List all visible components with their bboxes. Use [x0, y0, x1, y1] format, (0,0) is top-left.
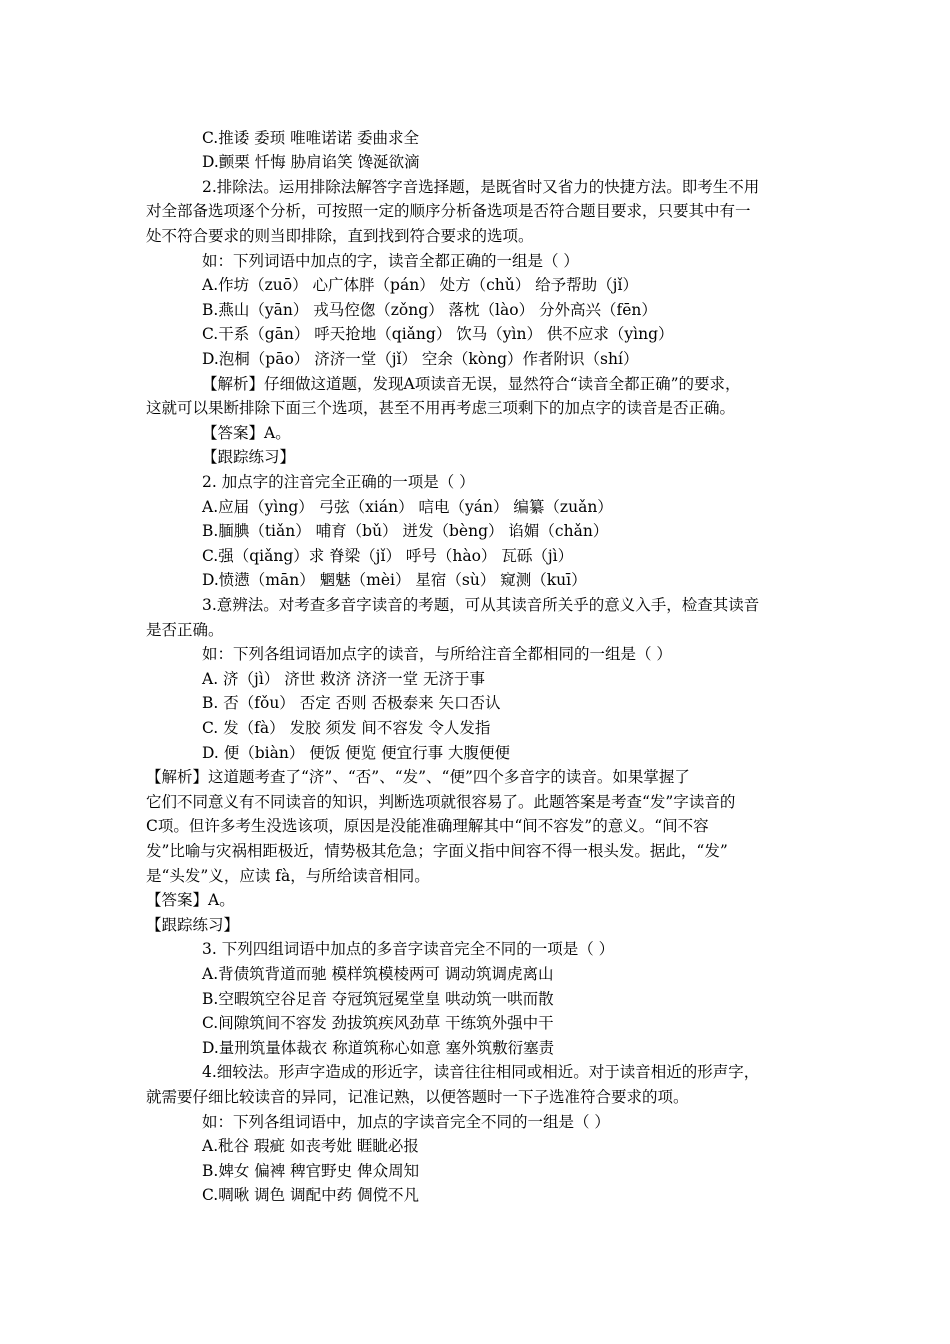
text-line: 4.细较法。形声字造成的形近字，读音往往相同或相近。对于读音相近的形声字，: [202, 1063, 760, 1082]
text-line: 是否正确。: [146, 620, 224, 639]
text-line: 【跟踪练习】: [146, 915, 240, 934]
text-line: D.量刑筑量体裁衣 称道筑称心如意 塞外筑敷衍塞责: [202, 1038, 555, 1057]
text-line: 对全部备选项逐个分析，可按照一定的顺序分析备选项是否符合题目要求，只要其中有一: [146, 202, 751, 221]
text-line: A.背债筑背道而驰 模样筑模棱两可 调动筑调虎离山: [202, 964, 554, 983]
text-line: 【解析】这道题考查了“济”、“否”、“发”、“便”四个多音字的读音。如果掌握了: [146, 768, 690, 787]
text-line: 处不符合要求的则当即排除，直到找到符合要求的选项。: [146, 226, 534, 245]
text-line: 发”比喻与灾祸相距极近，情势极其危急；字面义指中间容不得一根头发。据此，“发”: [146, 841, 728, 860]
text-line: C.强（qiǎng）求 脊梁（jǐ） 呼号（hào） 瓦砾（jì）: [202, 546, 574, 565]
text-line: B.腼腆（tiǎn） 哺育（bǔ） 迸发（bèng） 谄媚（chǎn）: [202, 522, 609, 541]
text-line: C. 发（fà） 发胶 须发 间不容发 令人发指: [202, 718, 491, 737]
text-line: A.应届（yìng） 弓弦（xián） 唁电（yán） 编纂（zuǎn）: [202, 497, 613, 516]
text-line: 就需要仔细比较读音的异同，记准记熟，以便答题时一下子选准符合要求的项。: [146, 1087, 689, 1106]
text-line: 【答案】A。: [202, 423, 291, 442]
text-line: 如：下列各组词语中，加点的字读音完全不同的一组是（ ）: [202, 1112, 610, 1131]
text-line: 3.意辨法。对考查多音字读音的考题，可从其读音所关乎的意义入手，检查其读音: [202, 595, 760, 614]
text-line: 这就可以果断排除下面三个选项，甚至不用再考虑三项剩下的加点字的读音是否正确。: [146, 399, 736, 418]
text-line: B. 否（fǒu） 否定 否则 否极泰来 矢口否认: [202, 694, 501, 713]
text-line: C.推诿 委顼 唯唯诺诺 委曲求全: [202, 128, 420, 147]
text-line: C项。但许多考生没选该项，原因是没能准确理解其中“间不容发”的意义。“间不容: [146, 817, 709, 836]
text-line: C.间隙筑间不容发 劲拔筑疾风劲草 干练筑外强中干: [202, 1014, 554, 1033]
text-line: D. 便（biàn） 便饭 便览 便宜行事 大腹便便: [202, 743, 511, 762]
text-line: A.秕谷 瑕疵 如丧考妣 睚眦必报: [202, 1137, 419, 1156]
text-line: D.泡桐（pāo） 济济一堂（jǐ） 空余（kòng）作者附识（shí）: [202, 349, 639, 368]
text-line: 2.排除法。运用排除法解答字音选择题，是既省时又省力的快捷方法。即考生不用: [202, 177, 760, 196]
text-line: B.燕山（yān） 戎马倥偬（zǒng） 落枕（lào） 分外高兴（fēn）: [202, 300, 657, 319]
text-line: 【解析】仔细做这道题，发现A项读音无误，显然符合“读音全都正确”的要求，: [202, 374, 741, 393]
text-line: C.干系（gān） 呼天抢地（qiǎng） 饮马（yìn） 供不应求（yìng）: [202, 325, 674, 344]
text-line: 如：下列各组词语加点字的读音，与所给注音全都相同的一组是（ ）: [202, 645, 672, 664]
text-line: B.空暇筑空谷足音 夺冠筑冠冕堂皇 哄动筑一哄而散: [202, 989, 554, 1008]
text-line: 【跟踪练习】: [202, 448, 296, 467]
text-line: 3. 下列四组词语中加点的多音字读音完全不同的一项是（ ）: [202, 940, 615, 959]
text-line: D.愤懑（mān） 魍魅（mèi） 星宿（sù） 窥测（kuī）: [202, 571, 587, 590]
text-line: B.婢女 偏裨 稗官野史 俾众周知: [202, 1161, 420, 1180]
text-line: 如：下列词语中加点的字，读音全都正确的一组是（ ）: [202, 251, 579, 270]
text-line: 【答案】A。: [146, 891, 235, 910]
text-line: C.啁啾 调色 调配中药 倜傥不凡: [202, 1186, 420, 1205]
text-line: 它们不同意义有不同读音的知识，判断选项就很容易了。此题答案是考查“发”字读音的: [146, 792, 736, 811]
text-line: A. 济（jì） 济世 救济 济济一堂 无济于事: [202, 669, 486, 688]
text-line: A.作坊（zuō） 心广体胖（pán） 处方（chǔ） 给予帮助（jǐ）: [202, 276, 638, 295]
text-line: 2. 加点字的注音完全正确的一项是（ ）: [202, 472, 475, 491]
text-line: D.颤栗 忏悔 胁肩谄笑 馋涎欲滴: [202, 153, 420, 172]
text-line: 是“头发”义，应读 fà，与所给读音相同。: [146, 866, 430, 885]
